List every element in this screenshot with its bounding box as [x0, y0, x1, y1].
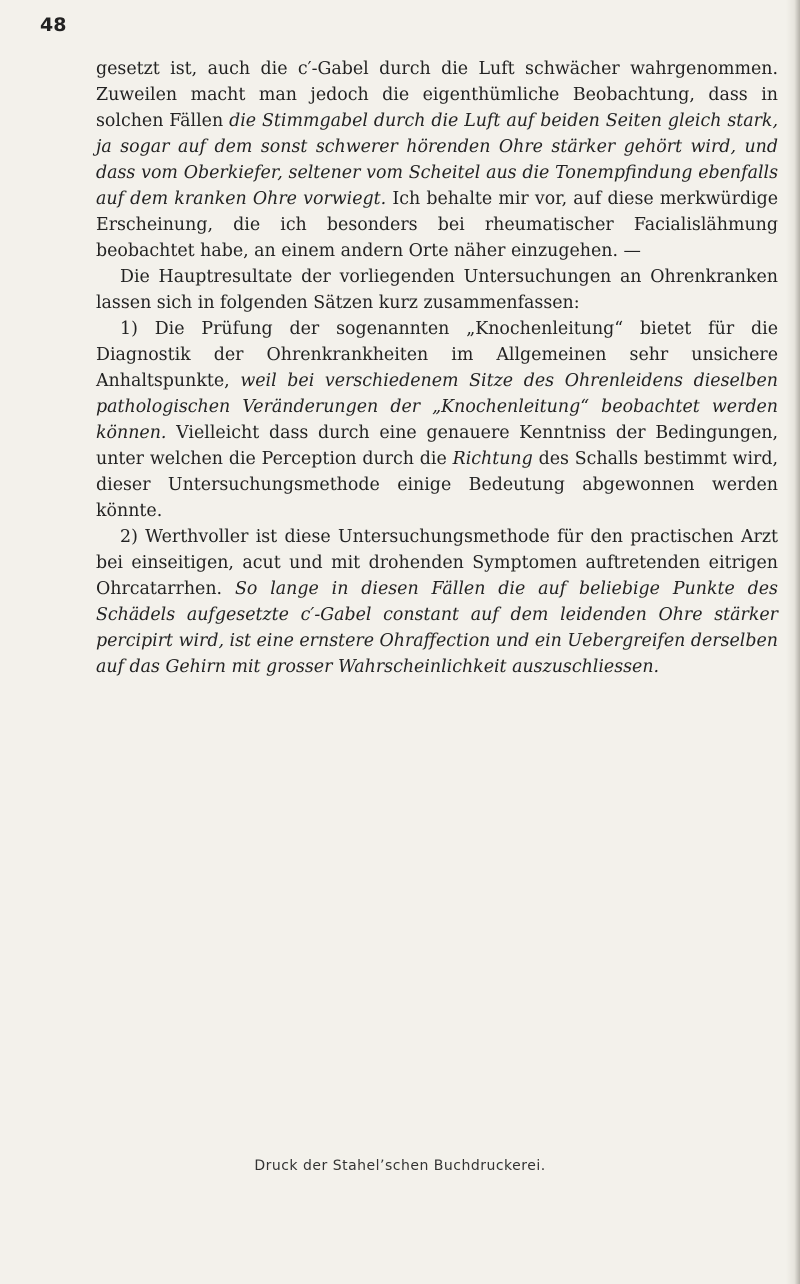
paragraph-1	[96, 56, 778, 264]
text-segment: 1) Die Prüfung der sogenannten „Knochenleitung“ bietet für die Diagnostik der Ohrenkrankheiten im Allgemeinen sehr unsichere Anhaltspunkte,	[96, 319, 778, 391]
text-segment: Vielleicht dass durch eine genauere Kenntniss der Bedingungen, unter welchen die Perception durch die	[96, 423, 778, 469]
page-number: 48	[40, 14, 67, 36]
italic-text-segment: die Stimmgabel durch die Luft auf beiden Seiten gleich stark, ja sogar auf dem sonst schwerer hörenden Ohre stärker gehört wird, und dass vom Oberkiefer, seltener vom Scheitel aus die Tonempfindung ebenfalls auf dem kranken Ohre vorwiegt.	[96, 111, 778, 209]
italic-text-segment: weil bei verschiedenem Sitze des Ohrenleidens dieselben pathologischen Veränderungen der „Knochenleitung“ beobachtet werden können.	[96, 371, 778, 443]
italic-text-segment: Richtung	[452, 449, 533, 469]
text-segment: gesetzt ist, auch die c′-Gabel durch die Luft schwächer wahrgenommen. Zuweilen macht man jedoch die eigenthümliche Beobachtung, dass in solchen Fällen	[96, 59, 778, 131]
text-segment: 2) Werthvoller ist diese Untersuchungsmethode für den practischen Arzt bei einseitigen, acut und mit drohenden Symptomen auftretenden eitrigen Ohrcatarrhen.	[96, 527, 778, 599]
body-text	[96, 56, 778, 680]
text-segment: des Schalls bestimmt wird, dieser Untersuchungsmethode einige Bedeutung abgewonnen werden könnte.	[96, 449, 778, 521]
text-segment: Die Hauptresultate der vorliegenden Untersuchungen an Ohrenkranken lassen sich in folgenden Sätzen kurz zusammenfassen:	[96, 267, 778, 313]
text-segment: Ich behalte mir vor, auf diese merkwürdige Erscheinung, die ich besonders bei rheumatischer Facialislähmung beobachtet habe, an einem andern Orte näher einzugehen. —	[96, 189, 778, 261]
paragraph-3	[96, 316, 778, 524]
paragraph-2	[96, 264, 778, 316]
paragraph-4	[96, 524, 778, 680]
page-edge-shadow	[786, 0, 800, 1284]
printer-imprint: Druck der Stahel’schen Buchdruckerei.	[254, 1158, 546, 1174]
italic-text-segment: So lange in diesen Fällen die auf beliebige Punkte des Schädels aufgesetzte c′-Gabel constant auf dem leidenden Ohre stärker percipirt wird, ist eine ernstere Ohraffection und ein Uebergreifen derselben auf das Gehirn mit grosser Wahrscheinlichkeit auszuschliessen.	[96, 579, 778, 677]
